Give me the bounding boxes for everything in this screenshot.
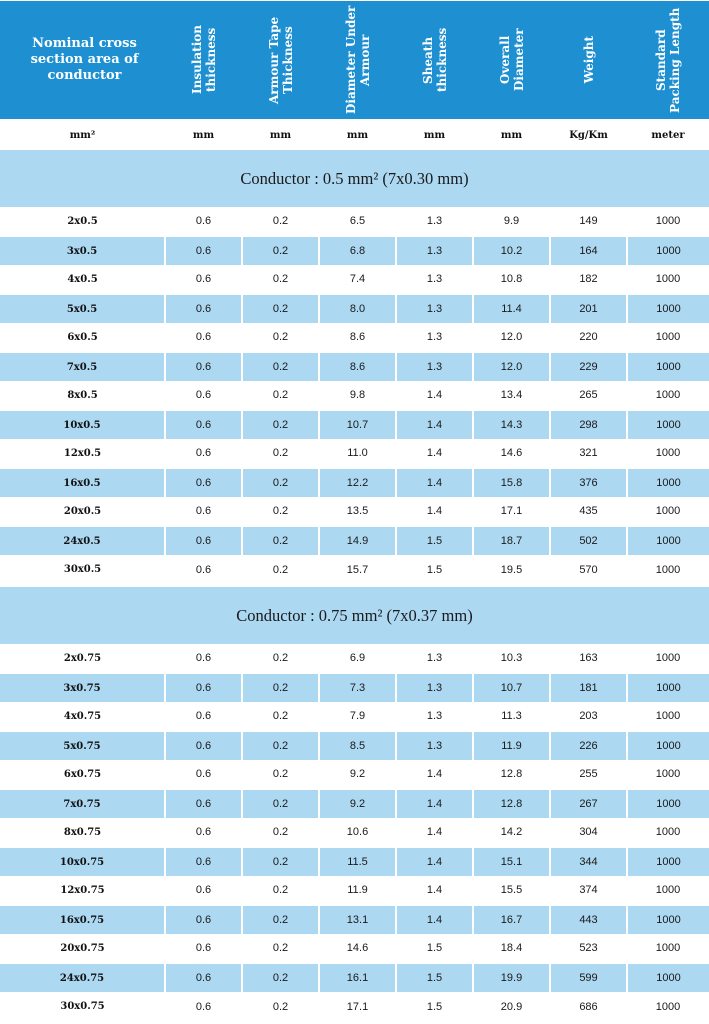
cell-size: 16x0.5 (0, 468, 165, 497)
cell-weight: 376 (550, 468, 627, 497)
section-title: Conductor : 0.75 mm² (7x0.37 mm) (0, 587, 709, 644)
cell-packing: 1000 (627, 673, 709, 702)
cell-weight: 163 (579, 652, 598, 664)
cell-armour_tape: 0.2 (242, 905, 319, 934)
cell-armour_tape: 0.2 (272, 710, 289, 722)
cell-size: 16x0.75 (0, 905, 165, 934)
table-row (0, 294, 709, 323)
cell-armour_tape: 0.2 (242, 731, 319, 760)
cell-weight: 298 (550, 410, 627, 439)
cell-overall_dia: 19.9 (473, 963, 550, 992)
cell-size: 2x0.5 (67, 215, 98, 227)
cell-packing: 1000 (627, 847, 709, 876)
table-row (0, 905, 709, 934)
header-label-overall-dia: Overall Diameter (497, 28, 526, 92)
header-label-armour-tape: Armour Tape Thickness (266, 16, 295, 104)
cell-size: 2x0.75 (63, 652, 102, 664)
cell-sheath: 1.5 (426, 563, 443, 576)
cell-armour_tape: 0.2 (272, 768, 289, 780)
unit-row (0, 120, 709, 150)
cell-weight: 203 (579, 710, 598, 722)
cell-weight: 321 (579, 447, 598, 459)
cell-insulation: 0.6 (165, 352, 242, 381)
cell-packing: 1000 (655, 389, 681, 401)
cell-weight: 149 (579, 215, 598, 227)
cell-sheath: 1.4 (426, 389, 443, 401)
cell-packing: 1000 (655, 273, 681, 285)
cell-packing: 1000 (627, 468, 709, 497)
cell-overall_dia: 20.9 (500, 1000, 523, 1013)
cell-armour_tape: 0.2 (272, 826, 289, 838)
cell-dia_under_armour: 9.2 (349, 768, 366, 780)
cell-insulation: 0.6 (165, 236, 242, 265)
cell-overall_dia: 17.1 (500, 505, 523, 517)
cell-overall_dia: 11.3 (501, 710, 522, 722)
cell-overall_dia: 14.6 (500, 447, 523, 459)
cell-packing: 1000 (655, 942, 681, 954)
cell-weight: 255 (579, 768, 598, 780)
cell-insulation: 0.6 (195, 768, 212, 780)
cell-insulation: 0.6 (165, 410, 242, 439)
table-row (0, 876, 709, 905)
cell-size: 3x0.75 (0, 673, 165, 702)
cell-size: 7x0.5 (0, 352, 165, 381)
header-label-weight: Weight (581, 36, 596, 84)
cell-insulation: 0.6 (195, 1000, 212, 1013)
cell-dia_under_armour: 6.5 (349, 215, 366, 227)
unit-armour-tape: mm (269, 129, 292, 141)
cell-overall_dia: 12.8 (500, 768, 523, 780)
cell-dia_under_armour: 11.0 (347, 447, 368, 459)
header-cell-weight (550, 0, 627, 120)
cell-armour_tape: 0.2 (242, 236, 319, 265)
cell-weight: 502 (550, 526, 627, 555)
cell-overall_dia: 15.5 (500, 884, 523, 896)
cell-weight: 374 (579, 884, 598, 896)
cell-sheath: 1.3 (396, 294, 473, 323)
cell-overall_dia: 13.4 (500, 389, 523, 401)
cell-dia_under_armour: 13.1 (319, 905, 396, 934)
cell-dia_under_armour: 8.6 (319, 352, 396, 381)
header-label-dia-under-armour: Diameter Under Armour (343, 5, 372, 115)
cell-insulation: 0.6 (195, 652, 212, 664)
cell-dia_under_armour: 12.2 (319, 468, 396, 497)
cell-packing: 1000 (655, 710, 681, 722)
cell-armour_tape: 0.2 (242, 468, 319, 497)
cell-weight: 570 (579, 563, 598, 576)
cell-dia_under_armour: 6.9 (349, 652, 366, 664)
cell-weight: 267 (550, 789, 627, 818)
cell-dia_under_armour: 13.5 (346, 505, 369, 517)
cell-insulation: 0.6 (195, 447, 212, 459)
cell-sheath: 1.4 (396, 905, 473, 934)
table-row (0, 526, 709, 555)
table-row (0, 702, 709, 731)
cell-insulation: 0.6 (165, 294, 242, 323)
header-cell-size (0, 0, 165, 120)
header-row (0, 0, 709, 120)
cell-dia_under_armour: 10.6 (346, 826, 369, 838)
cell-sheath: 1.5 (426, 1000, 443, 1013)
cell-dia_under_armour: 10.7 (319, 410, 396, 439)
cell-overall_dia: 11.9 (473, 731, 550, 760)
cell-insulation: 0.6 (165, 673, 242, 702)
cell-dia_under_armour: 9.2 (319, 789, 396, 818)
cell-sheath: 1.3 (426, 710, 443, 722)
header-label-sheath: Sheath thickness (420, 27, 449, 93)
table-row (0, 555, 709, 584)
cell-packing: 1000 (627, 731, 709, 760)
cell-packing: 1000 (655, 826, 681, 838)
table-row (0, 352, 709, 381)
cell-sheath: 1.4 (426, 505, 443, 517)
cell-armour_tape: 0.2 (242, 789, 319, 818)
table-row (0, 323, 709, 352)
cell-sheath: 1.4 (396, 789, 473, 818)
cell-overall_dia: 10.3 (500, 652, 523, 664)
cell-weight: 523 (579, 942, 598, 954)
cell-overall_dia: 12.0 (500, 331, 523, 343)
cell-sheath: 1.4 (426, 447, 443, 459)
cell-size: 3x0.5 (0, 236, 165, 265)
cell-packing: 1000 (655, 505, 681, 517)
cell-weight: 226 (550, 731, 627, 760)
cell-dia_under_armour: 7.4 (349, 273, 366, 285)
cell-size: 4x0.75 (63, 710, 102, 722)
table-row (0, 644, 709, 673)
table-row (0, 760, 709, 789)
cell-insulation: 0.6 (195, 273, 212, 285)
cell-armour_tape: 0.2 (272, 273, 289, 285)
cell-insulation: 0.6 (195, 331, 212, 343)
cell-armour_tape: 0.2 (272, 215, 289, 227)
cell-dia_under_armour: 9.8 (349, 389, 366, 401)
cell-insulation: 0.6 (195, 215, 212, 227)
cell-insulation: 0.6 (165, 468, 242, 497)
cell-armour_tape: 0.2 (272, 563, 289, 576)
cell-size: 12x0.75 (60, 884, 105, 896)
cell-overall_dia: 15.8 (473, 468, 550, 497)
cell-size: 10x0.5 (0, 410, 165, 439)
cell-size: 5x0.5 (0, 294, 165, 323)
cell-insulation: 0.6 (165, 789, 242, 818)
unit-insulation: mm (192, 129, 215, 141)
cell-armour_tape: 0.2 (272, 389, 289, 401)
cell-weight: 304 (579, 826, 598, 838)
cell-insulation: 0.6 (195, 826, 212, 838)
cell-overall_dia: 15.1 (473, 847, 550, 876)
table-row (0, 410, 709, 439)
table-row (0, 236, 709, 265)
cell-overall_dia: 18.7 (473, 526, 550, 555)
cell-insulation: 0.6 (195, 505, 212, 517)
cell-weight: 435 (579, 505, 598, 517)
cell-insulation: 0.6 (165, 731, 242, 760)
unit-overall-dia: mm (500, 129, 523, 141)
cell-dia_under_armour: 15.7 (346, 563, 369, 576)
cell-packing: 1000 (627, 352, 709, 381)
cell-overall_dia: 12.0 (473, 352, 550, 381)
cell-dia_under_armour: 8.5 (319, 731, 396, 760)
cell-overall_dia: 11.4 (473, 294, 550, 323)
cell-overall_dia: 10.7 (473, 673, 550, 702)
table-row (0, 673, 709, 702)
cell-size: 10x0.75 (0, 847, 165, 876)
header-label-packing: Standard Packing Length (654, 7, 682, 113)
cell-insulation: 0.6 (195, 942, 212, 954)
cell-armour_tape: 0.2 (272, 652, 289, 664)
cell-weight: 344 (550, 847, 627, 876)
cell-packing: 1000 (627, 526, 709, 555)
table-row (0, 963, 709, 992)
cell-sheath: 1.3 (426, 652, 443, 664)
cell-size: 4x0.5 (67, 273, 98, 285)
cell-sheath: 1.5 (426, 942, 443, 954)
cell-size: 6x0.5 (67, 331, 98, 343)
cell-size: 20x0.5 (63, 505, 102, 517)
table-row (0, 818, 709, 847)
cell-insulation: 0.6 (195, 389, 212, 401)
cell-dia_under_armour: 8.6 (349, 331, 366, 343)
cell-packing: 1000 (627, 963, 709, 992)
table-row (0, 497, 709, 526)
cell-dia_under_armour: 11.5 (319, 847, 396, 876)
cell-weight: 181 (550, 673, 627, 702)
header-cell-packing (627, 0, 709, 120)
cell-dia_under_armour: 6.8 (319, 236, 396, 265)
cell-sheath: 1.5 (396, 963, 473, 992)
cell-sheath: 1.3 (396, 236, 473, 265)
cell-overall_dia: 10.8 (500, 273, 523, 285)
cell-dia_under_armour: 7.9 (349, 710, 366, 722)
cell-sheath: 1.3 (426, 331, 443, 343)
table-row (0, 381, 709, 410)
header-label-size: Nominal cross section area of conductor (30, 36, 139, 83)
cell-sheath: 1.3 (426, 215, 443, 227)
cell-insulation: 0.6 (195, 884, 212, 896)
cell-overall_dia: 18.4 (500, 942, 523, 954)
cell-size: 30x0.75 (60, 1001, 105, 1012)
cell-size: 6x0.75 (63, 768, 102, 780)
table-row (0, 789, 709, 818)
header-cell-dia-under-armour (319, 0, 396, 120)
cell-sheath: 1.4 (426, 826, 443, 838)
cell-size: 12x0.5 (63, 447, 102, 459)
cell-dia_under_armour: 14.6 (346, 942, 369, 954)
cell-packing: 1000 (655, 447, 681, 459)
cell-weight: 182 (579, 273, 598, 285)
cell-packing: 1000 (655, 563, 681, 576)
cell-overall_dia: 9.9 (503, 215, 520, 227)
cell-overall_dia: 12.8 (473, 789, 550, 818)
cell-armour_tape: 0.2 (242, 526, 319, 555)
table-row (0, 934, 709, 963)
cell-size: 30x0.5 (63, 564, 102, 575)
cell-sheath: 1.4 (426, 884, 443, 896)
unit-size: mm² (69, 129, 96, 141)
cell-dia_under_armour: 11.9 (347, 884, 368, 896)
cell-insulation: 0.6 (165, 526, 242, 555)
cell-armour_tape: 0.2 (242, 410, 319, 439)
cell-packing: 1000 (627, 789, 709, 818)
cell-packing: 1000 (655, 652, 681, 664)
cell-packing: 1000 (655, 331, 681, 343)
cell-sheath: 1.4 (396, 468, 473, 497)
table-row (0, 992, 709, 1021)
cell-armour_tape: 0.2 (272, 331, 289, 343)
cell-insulation: 0.6 (195, 710, 212, 722)
cell-armour_tape: 0.2 (242, 673, 319, 702)
table-row (0, 265, 709, 294)
cell-dia_under_armour: 8.0 (319, 294, 396, 323)
cell-insulation: 0.6 (165, 847, 242, 876)
cell-insulation: 0.6 (165, 905, 242, 934)
cell-overall_dia: 19.5 (500, 563, 523, 576)
cell-armour_tape: 0.2 (272, 884, 289, 896)
header-label-insulation: Insulation thickness (189, 25, 218, 95)
table-row (0, 731, 709, 760)
cell-sheath: 1.3 (426, 273, 443, 285)
cell-overall_dia: 10.2 (473, 236, 550, 265)
cell-weight: 599 (550, 963, 627, 992)
cell-armour_tape: 0.2 (242, 352, 319, 381)
cell-size: 5x0.75 (0, 731, 165, 760)
section-title: Conductor : 0.5 mm² (7x0.30 mm) (0, 150, 709, 207)
cell-sheath: 1.3 (396, 673, 473, 702)
section-header (0, 587, 709, 644)
unit-packing: meter (651, 129, 685, 141)
cell-dia_under_armour: 14.9 (319, 526, 396, 555)
cell-sheath: 1.4 (396, 410, 473, 439)
section-header (0, 150, 709, 207)
cell-weight: 164 (550, 236, 627, 265)
cell-size: 20x0.75 (60, 942, 105, 954)
cell-packing: 1000 (627, 410, 709, 439)
cell-size: 24x0.75 (0, 963, 165, 992)
cell-armour_tape: 0.2 (242, 963, 319, 992)
header-cell-sheath (396, 0, 473, 120)
cell-armour_tape: 0.2 (272, 505, 289, 517)
cell-weight: 265 (579, 389, 598, 401)
cell-packing: 1000 (655, 768, 681, 780)
cell-insulation: 0.6 (195, 563, 212, 576)
header-cell-armour-tape (242, 0, 319, 120)
cell-insulation: 0.6 (165, 963, 242, 992)
cell-packing: 1000 (627, 294, 709, 323)
table-row (0, 439, 709, 468)
cell-sheath: 1.5 (396, 526, 473, 555)
cell-size: 8x0.75 (63, 826, 102, 838)
cell-weight: 443 (550, 905, 627, 934)
table-row (0, 207, 709, 236)
cell-dia_under_armour: 17.1 (346, 1000, 369, 1013)
unit-sheath: mm (423, 129, 446, 141)
cell-armour_tape: 0.2 (242, 294, 319, 323)
cell-overall_dia: 16.7 (473, 905, 550, 934)
cell-weight: 220 (579, 331, 598, 343)
cell-overall_dia: 14.3 (473, 410, 550, 439)
cell-overall_dia: 14.2 (500, 826, 523, 838)
cell-weight: 229 (550, 352, 627, 381)
table-row (0, 468, 709, 497)
cell-sheath: 1.3 (396, 352, 473, 381)
cell-weight: 686 (579, 1000, 598, 1013)
cell-packing: 1000 (627, 236, 709, 265)
unit-dia-under-armour: mm (346, 129, 369, 141)
cell-packing: 1000 (655, 1000, 681, 1013)
cell-armour_tape: 0.2 (272, 942, 289, 954)
cell-armour_tape: 0.2 (272, 1000, 289, 1013)
cell-dia_under_armour: 16.1 (319, 963, 396, 992)
cell-sheath: 1.4 (426, 768, 443, 780)
cell-packing: 1000 (655, 215, 681, 227)
cell-size: 7x0.75 (0, 789, 165, 818)
cell-size: 8x0.5 (67, 389, 98, 401)
cell-size: 24x0.5 (0, 526, 165, 555)
cell-armour_tape: 0.2 (242, 847, 319, 876)
cell-sheath: 1.4 (396, 847, 473, 876)
cell-dia_under_armour: 7.3 (319, 673, 396, 702)
cell-weight: 201 (550, 294, 627, 323)
cell-armour_tape: 0.2 (272, 447, 289, 459)
cell-packing: 1000 (627, 905, 709, 934)
cell-sheath: 1.3 (396, 731, 473, 760)
header-cell-overall-dia (473, 0, 550, 120)
table-row (0, 847, 709, 876)
cell-packing: 1000 (655, 884, 681, 896)
header-cell-insulation (165, 0, 242, 120)
unit-weight: Kg/Km (569, 129, 608, 141)
